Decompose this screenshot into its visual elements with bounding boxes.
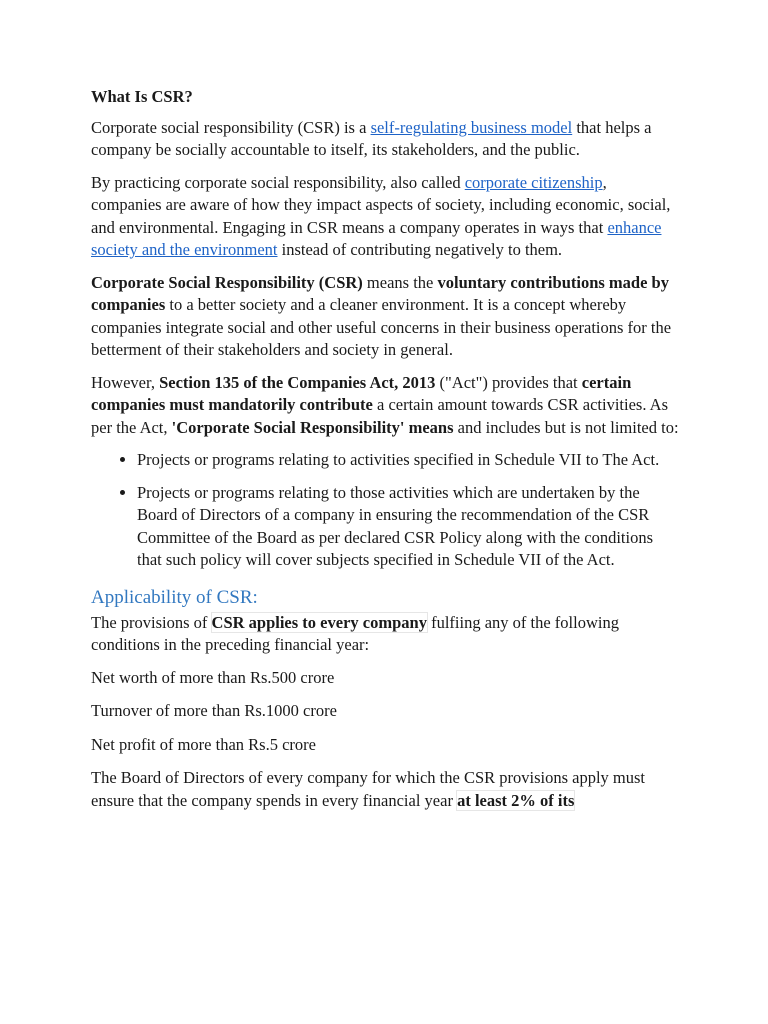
- text: instead of contributing negatively to them.: [277, 240, 563, 259]
- text: ("Act") provides that: [435, 372, 582, 392]
- list-item: • Projects or programs relating to those activities which are undertaken by the Board of Directors of a company in ensuring the recommendation of the CSR Committee of the Board as per declared CSR Policy along with the conditions that such policy will cover subjects specified in Schedule VII of the Act.: [137, 482, 681, 572]
- text: The provisions of: [91, 612, 212, 632]
- bold-text: at least 2% of its: [457, 790, 575, 810]
- section-heading-applicability: Applicability of CSR:: [91, 586, 258, 608]
- bold-text: 'Corporate Social Responsibility' means: [171, 417, 454, 437]
- bold-text: certain companies must mandatorily contribute: [91, 372, 632, 414]
- link-corporate-citizenship[interactable]: corporate citizenship: [464, 172, 603, 192]
- text: and includes but is not limited to:: [453, 417, 679, 437]
- page-title: What Is CSR?: [91, 87, 193, 106]
- text: to a better society and a cleaner environment. It is a concept whereby companies integrate social and other useful concerns in their business operations for the betterment of their stakeholders and society in general.: [91, 295, 672, 359]
- condition-net-profit: Net profit of more than Rs.5 crore: [91, 734, 316, 754]
- bold-text: Section 135 of the Companies Act, 2013: [159, 372, 436, 392]
- text: However,: [91, 372, 160, 392]
- condition-turnover: Turnover of more than Rs.1000 crore: [91, 701, 337, 720]
- list-item: • Projects or programs relating to activities specified in Schedule VII to The Act.: [137, 449, 681, 472]
- text: a certain amount towards CSR activities. As per the Act,: [91, 395, 668, 437]
- text: fulfiing any of the following conditions in the preceding financial year:: [91, 612, 619, 654]
- paragraph-section-135: [91, 372, 681, 440]
- document-page: [91, 86, 681, 822]
- paragraph-definition: [91, 117, 681, 162]
- text: Corporate social responsibility (CSR) is a: [91, 117, 371, 137]
- text: By practicing corporate social responsibility, also called: [91, 172, 465, 192]
- link-self-regulating-business-model[interactable]: self-regulating business model: [370, 117, 573, 137]
- text: means the: [362, 272, 438, 292]
- paragraph-citizenship: [91, 172, 681, 262]
- bullet-list: [91, 449, 681, 572]
- text: The Board of Directors of every company for which the CSR provisions apply must ensure that the company spends in every financial year: [91, 768, 646, 810]
- bold-text: Corporate Social Responsibility (CSR): [91, 272, 363, 292]
- link-enhance-society[interactable]: enhance society and the environment: [91, 217, 662, 259]
- text: that helps a company be socially accountable to itself, its stakeholders, and the public.: [91, 117, 652, 159]
- text: , companies are aware of how they impact aspects of society, including economic, social, and environmental. Engaging in CSR means a company operates in ways that: [91, 172, 671, 237]
- condition-net-worth: Net worth of more than Rs.500 crore: [91, 667, 335, 687]
- bold-text: voluntary contributions made by companies: [91, 272, 669, 314]
- bold-text: CSR applies to every company: [211, 612, 427, 632]
- paragraph-board-spend: [91, 767, 681, 812]
- paragraph-voluntary: [91, 272, 681, 362]
- paragraph-applicability-intro: [91, 612, 681, 657]
